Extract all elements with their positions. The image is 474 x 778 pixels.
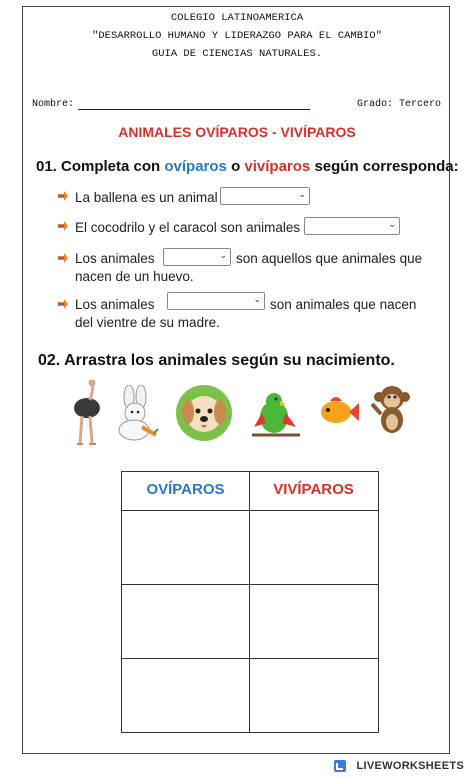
chevron-down-icon: ⌄: [219, 250, 227, 260]
item-4-dropdown[interactable]: [167, 292, 265, 310]
q1-suffix: según corresponda:: [310, 158, 459, 175]
worksheet-title: ANIMALES OVÍPAROS - VIVÍPAROS: [118, 124, 356, 140]
name-label: Nombre:: [32, 99, 75, 110]
parrot-image[interactable]: [244, 387, 304, 443]
dog-image[interactable]: [175, 384, 233, 442]
item-1-dropdown[interactable]: [220, 187, 310, 205]
guide-title: GUIA DE CIENCIAS NATURALES.: [151, 48, 323, 60]
table-row-line: [122, 510, 378, 511]
name-line: [78, 109, 310, 110]
item-2-text: El cocodrilo y el caracol son animales: [75, 220, 301, 235]
arrow-bullet-icon: [57, 190, 69, 202]
question-1-heading: [36, 158, 459, 175]
q1-prefix: 01. Completa con: [36, 158, 165, 175]
liveworksheets-logo-icon: [333, 759, 347, 773]
q1-word-viviparos: vivíparos: [244, 158, 311, 175]
question-2-heading: 02. Arrastra los animales según su nacimiento.: [38, 352, 395, 369]
school-name: COLEGIO LATINOAMERICA: [170, 12, 304, 24]
arrow-bullet-icon: [57, 298, 69, 310]
column-header-oviparos: OVÍPAROS: [146, 481, 225, 498]
school-motto: "DESARROLLO HUMANO Y LIDERAZGO PARA EL CAMBIO": [92, 30, 382, 42]
table-divider: [249, 472, 250, 732]
ostrich-image[interactable]: [70, 378, 104, 450]
item-4-text-line2: del vientre de su madre.: [75, 315, 220, 330]
footer-brand: LIVEWORKSHEETS: [356, 760, 464, 772]
arrow-bullet-icon: [57, 220, 69, 232]
table-row-line: [122, 658, 378, 659]
item-4-text-before: Los animales: [75, 297, 155, 312]
q1-word-oviparos: ovíparos: [164, 158, 227, 175]
item-3-text-before: Los animales: [75, 251, 155, 266]
monkey-image[interactable]: [368, 380, 416, 438]
item-3-text-line2: nacen de un huevo.: [75, 269, 194, 284]
chevron-down-icon: ⌄: [388, 219, 396, 229]
item-2-dropdown[interactable]: [304, 217, 400, 235]
grade-label: Grado: Tercero: [357, 99, 442, 110]
table-row-line: [122, 584, 378, 585]
q1-mid: o: [226, 158, 245, 175]
item-4-text-after: son animales que nacen: [270, 297, 417, 312]
item-3-text-after: son aquellos que animales que: [236, 251, 423, 266]
rabbit-image[interactable]: [112, 385, 160, 441]
column-header-viviparos: VIVÍPAROS: [273, 481, 354, 498]
chevron-down-icon: ⌄: [298, 189, 306, 199]
item-1-text: La ballena es un animal: [75, 190, 218, 205]
classification-table: [121, 471, 379, 733]
fish-image[interactable]: [316, 391, 360, 433]
item-3-dropdown[interactable]: [163, 248, 231, 266]
chevron-down-icon: ⌄: [253, 294, 261, 304]
arrow-bullet-icon: [57, 252, 69, 264]
